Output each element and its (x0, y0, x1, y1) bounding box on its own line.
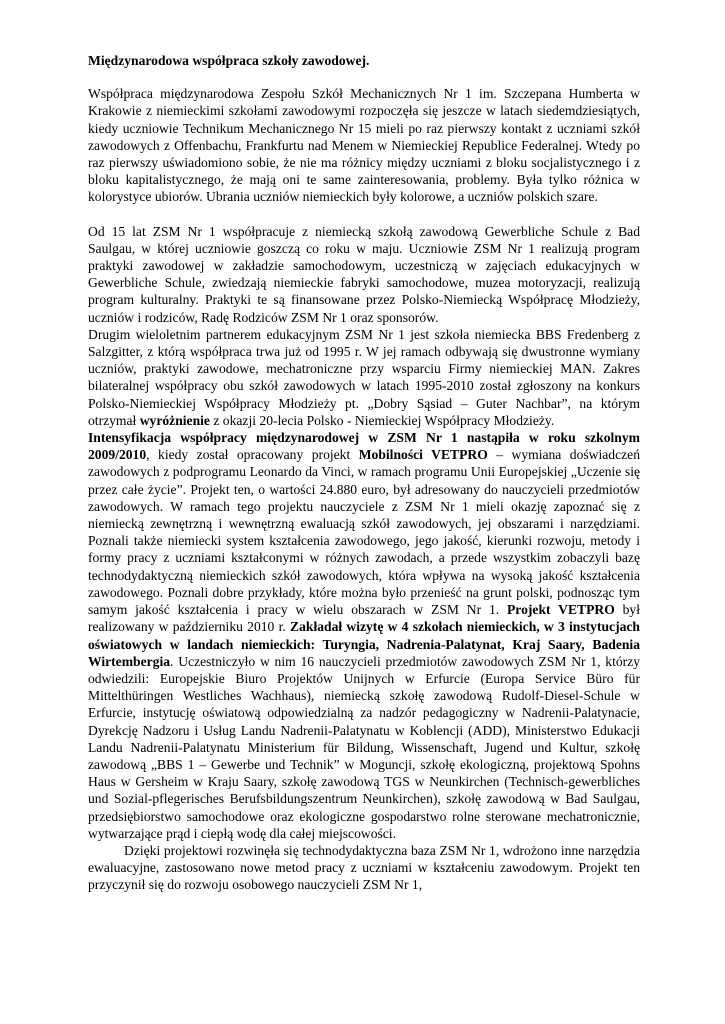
text-run: z okazji 20-lecia Polsko - Niemieckiej Współpracy Młodzieży. (209, 412, 555, 428)
bold-text-run: Mobilności VETPRO (358, 447, 488, 463)
bold-text-run: Projekt VETPRO (507, 602, 615, 618)
text-run: Drugim wieloletnim partnerem edukacyjnym ZSM Nr 1 jest szkoła niemiecka BBS Fredenberg z Salzgitter, z którą współpraca trwa już od 1995 r. W jej ramach odbywają się dwustronne wymiany uczniów, praktyki zawodowe, mechatroniczne przy wsparciu Firmy niemieckiej MAN. Zakres bilateralnej współpracy obu szkół zawodowych w latach 1995-2010 został zgłoszony na konkurs Polsko-Niemieckiej Współpracy Młodzieży pt. „Dobry Sąsiad – Guter Nachbar”, na którym otrzymał (88, 326, 640, 428)
paragraph-vetpro (88, 429, 640, 842)
paragraph-bad-saulgau: Od 15 lat ZSM Nr 1 współpracuje z niemiecką szkołą zawodową Gewerbliche Schule z Bad Saulgau, w której uczniowie goszczą co roku w maju. Uczniowie ZSM Nr 1 realizują program praktyki zawodowej w zakładzie samochodowym, uczestniczą w zajęciach edukacyjnych w Gewerbliche Schule, zwiedzają niemieckie fabryki samochodowe, muzea motoryzacji, realizują program kulturalny. Praktyki te są finansowane przez Polsko-Niemiecką Współpracę Młodzieży, uczniów i rodziców, Radę Rodziców ZSM Nr 1 oraz sponsorów. (88, 223, 640, 325)
bold-text-run: Zakładał wizytę w 4 szkołach niemieckich, w 3 instytucjach oświatowych w landach niemieckich: Turyngia, Nadrenia-Palatynat, Kraj Saary, Badenia Wirtembergia (88, 619, 640, 669)
bold-text-run: Intensyfikacja współpracy międzynarodowej w ZSM Nr 1 nastąpiła w roku szkolnym 2009/2010 (88, 430, 640, 463)
text-run: , kiedy został opracowany projekt (146, 447, 359, 463)
bold-text-run: wyróżnienie (139, 412, 210, 428)
paragraph-history: Współpraca międzynarodowa Zespołu Szkół Mechanicznych Nr 1 im. Szczepana Humberta w Krakowie z niemieckimi szkołami zawodowymi rozpoczęła się jeszcze w latach siedemdziesiątych, kiedy uczniowie Technikum Mechanicznego Nr 15 mieli po raz pierwszy kontakt z uczniami szkół zawodowych z Offenbachu, Frankfurtu nad Menem w Niemieckiej Republice Federalnej. Wtedy po raz pierwszy uświadomiono sobie, że nie ma różnicy między uczniami z bloku socjalistycznego i z bloku kapitalistycznego, że mają oni te same zainteresowania, problemy. Była tylko różnica w kolorystyce ubiorów. Ubrania uczniów niemieckich były kolorowe, a uczniów polskich szare. (88, 86, 640, 205)
text-run: był realizowany w październiku 2010 r. (88, 602, 640, 635)
text-run: . Uczestniczyło w nim 16 nauczycieli przedmiotów zawodowych ZSM Nr 1, którzy odwiedzili: Europejskie Biuro Projektów Unijnych w Erfurcie (Europa Service Büro für Mittelthüringen Westliches Wachhaus), niemiecką szkołę zawodową Rudolf-Diesel-Schule w Erfurcie, instytucję oświatową odpowiedzialną za nadzór pedagogiczny w Nadrenii-Palatynacie, Dyrekcję Nadzoru i Usług Landu Nadrenii-Palatynatu w Koblencji (ADD), Ministerstwo Edukacji Landu Nadrenii-Palatynatu Ministerium für Bildung, Wissenschaft, Jugend und Kultur, szkołę zawodową „BBS 1 – Gewerbe und Technik” w Moguncji, szkołę ekologiczną, projektową Spohns Haus w Gersheim w Kraju Saary, szkołę zawodową TGS w Neunkirchen (Technisch-gewerbliches und Sozial-pflegerisches Berufsbildungszentrum Neunkirchen), szkołę zawodową w Bad Saulgau, przedsiębiorstwo samochodowe oraz ekologiczne gospodarstwo rolne sterowane mechatronicznie, wytwarzające prąd i ciepłą wodę dla całej miejscowości. (88, 653, 640, 841)
paragraph-bbs-fredenberg (88, 326, 640, 429)
text-run: – wymiana doświadczeń zawodowych z podprogramu Leonardo da Vinci, w ramach programu Unii Europejskiej „Uczenie się przez całe życie”. Projekt ten, o wartości 24.880 euro, był adresowany do nauczycieli przedmiotów zawodowych. W ramach tego projektu nauczyciele z ZSM Nr 1 mieli okazję zapoznać się z niemiecką zewnętrzną i wewnętrzną ewaluacją szkół zawodowych, jej obszarami i narzędziami. Poznali także niemiecki system kształcenia zawodowego, jego jakość, kierunki rozwoju, metody i formy pracy z uczniami kształconymi w różnych zawodach, a przede wszystkim zobaczyli bazę technodydaktyczną niemieckich szkół zawodowych, która wpływa na wysoką jakość kształcenia zawodowego. Poznali dobre przykłady, które można było przenieść na grunt polski, podnosząc tym samym jakość kształcenia i pracy w wielu obszarach w ZSM Nr 1. (88, 447, 641, 618)
paragraph-results: Dzięki projektowi rozwinęła się technodydaktyczna baza ZSM Nr 1, wdrożono inne narzędzia ewaluacyjne, zastosowano nowe metod pracy z uczniami w kształceniu zawodowym. Projekt ten przyczynił się do rozwoju osobowego nauczycieli ZSM Nr 1, (88, 842, 640, 893)
document-page (88, 52, 640, 894)
document-title: Międzynarodowa współpraca szkoły zawodowej. (88, 53, 370, 68)
